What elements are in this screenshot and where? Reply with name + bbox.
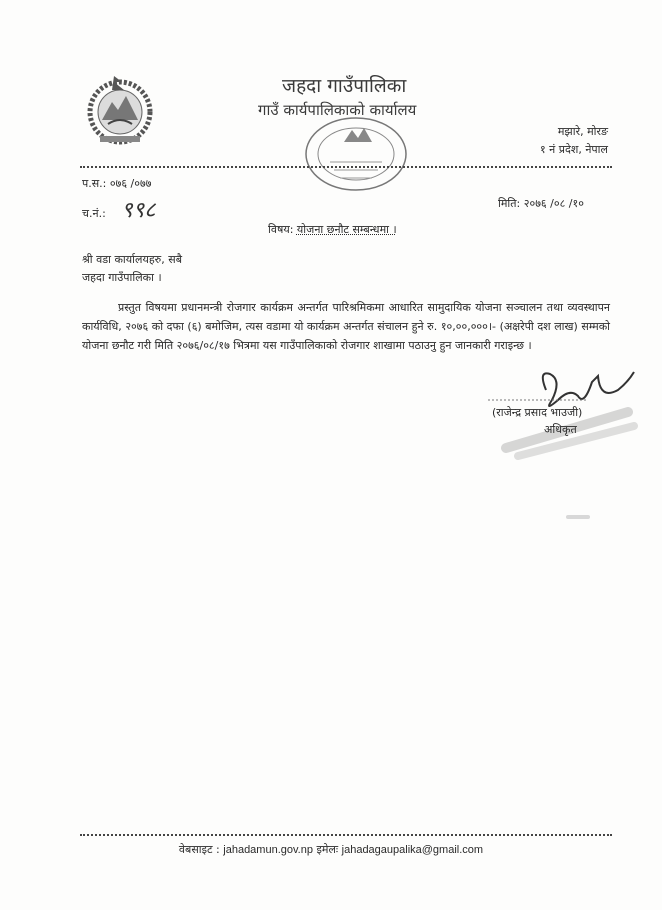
office-seal [300, 112, 412, 196]
dispatch-value: ९९८ [121, 198, 156, 223]
dispatch-label: च.नं.: [82, 207, 106, 220]
website-label: वेबसाइट : [178, 843, 220, 856]
fiscal-year-value: ०७६ /०७७ [109, 177, 152, 190]
signatory-name: (राजेन्द्र प्रसाद भाउजी) [492, 406, 583, 419]
dispatch-number-row [82, 194, 156, 224]
scan-smudge [566, 515, 590, 519]
office-name: जहदा गाउँपालिका [282, 75, 407, 97]
addressee-line-1: श्री वडा कार्यालयहरु, सबै [82, 253, 182, 266]
footer-divider [80, 834, 612, 836]
email-link[interactable]: jahadagaupalika@gmail.com [341, 844, 484, 856]
fiscal-year-label: प.स.: [82, 177, 107, 190]
date-value: २०७६ /०८ /१० [523, 197, 584, 210]
header-divider [80, 166, 612, 168]
signatory-title: अधिकृत [544, 423, 577, 436]
body-paragraph: प्रस्तुत विषयमा प्रधानमन्त्री रोजगार कार्यक्रम अन्तर्गत पारिश्रमिकमा आधारित सामुदायिक योजना सञ्चालन तथा व्यवस्थापन कार्यविधि, २०७६ को दफा (६) बमोजिम, त्यस वडामा यो कार्यक्रम अन्तर्गत संचालन हुने रु. १०,००,०००।- (अक्षरेपी दश लाख) सम्मको योजना छनौट गरी मिति २०७६/०८/१७ भित्रमा यस गाउँपालिकाको रोजगार शाखामा पठाउनु हुन जानकारी गराइन्छ । [82, 301, 610, 352]
date-row [498, 196, 584, 211]
website-link[interactable]: jahadamun.gov.np [223, 844, 313, 856]
footer [0, 842, 662, 857]
addressee-line-2: जहदा गाउँपालिका । [82, 271, 162, 284]
office-subtitle: गाउँ कार्यपालिकाको कार्यालय [258, 101, 417, 119]
subject-value: योजना छनौट सम्बन्धमा । [296, 223, 397, 236]
nepal-emblem-icon [78, 68, 162, 148]
address-line-1: मझारे, मोरङ [557, 125, 608, 138]
subject-label: विषय: [268, 223, 294, 236]
date-label: मिति: [498, 197, 521, 210]
email-label: इमेलः [316, 843, 339, 856]
subject-row [268, 222, 397, 237]
fiscal-year-row [82, 176, 151, 191]
address-line-2: १ नं प्रदेश, नेपाल [539, 143, 608, 156]
